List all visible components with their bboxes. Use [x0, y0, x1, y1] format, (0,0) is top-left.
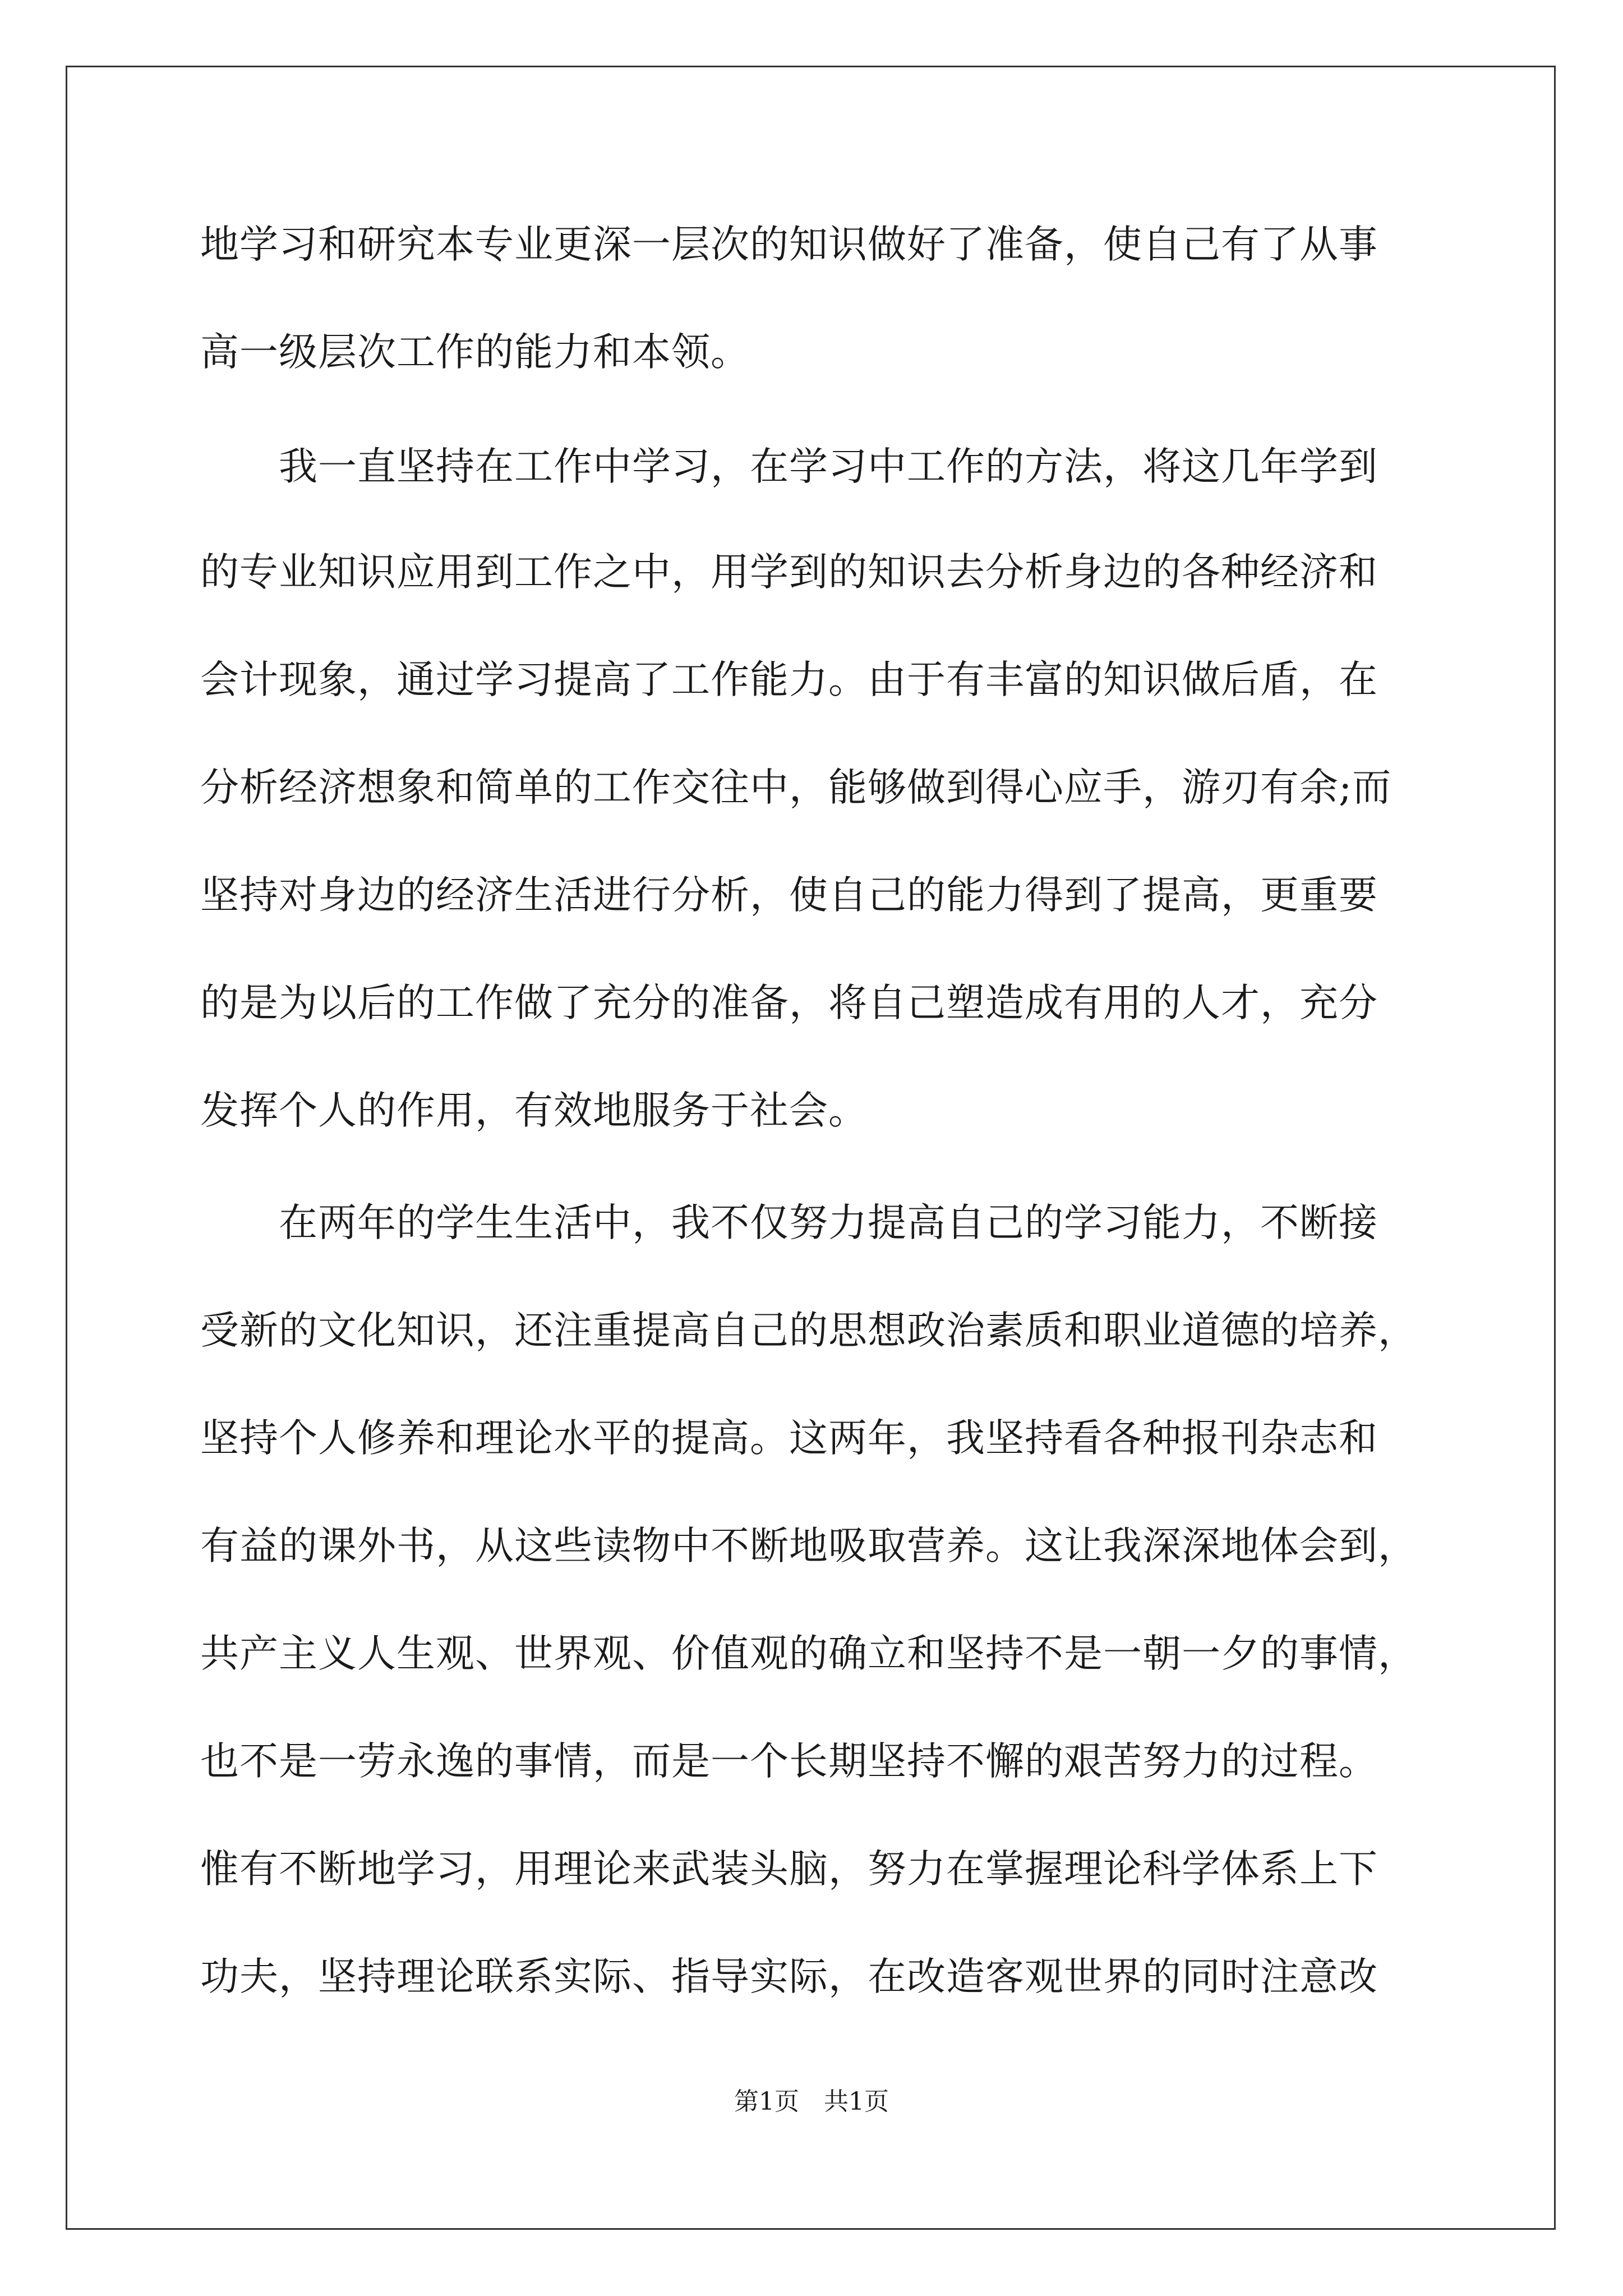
- text-line: 地学习和研究本专业更深一层次的知识做好了准备，使自己有了从事: [200, 222, 1378, 267]
- page-border: [66, 66, 1556, 2230]
- text-line: 分析经济想象和简单的工作交往中，能够做到得心应手，游刃有余;而: [200, 765, 1392, 810]
- text-line: 惟有不断地学习，用理论来武装头脑，努力在掌握理论科学体系上下: [200, 1847, 1378, 1892]
- text-line: 受新的文化知识，还注重提高自己的思想政治素质和职业道德的培养，: [200, 1308, 1417, 1353]
- text-line: 的专业知识应用到工作之中，用学到的知识去分析身边的各种经济和: [200, 550, 1378, 595]
- text-line: 也不是一劳永逸的事情，而是一个长期坚持不懈的艰苦努力的过程。: [200, 1739, 1378, 1784]
- text-line: 坚持个人修养和理论水平的提高。这两年，我坚持看各种报刊杂志和: [200, 1416, 1378, 1461]
- text-line: 会计现象，通过学习提高了工作能力。由于有丰富的知识做后盾，在: [200, 657, 1378, 702]
- text-line: 有益的课外书，从这些读物中不断地吸取营养。这让我深深地体会到，: [200, 1524, 1417, 1568]
- text-line: 发挥个人的作用，有效地服务于社会。: [200, 1088, 868, 1133]
- page-number: 第1页 共1页: [734, 2087, 889, 2116]
- text-line: 在两年的学生生活中，我不仅努力提高自己的学习能力，不断接: [200, 1200, 1378, 1245]
- text-line: 的是为以后的工作做了充分的准备，将自己塑造成有用的人才，充分: [200, 981, 1378, 1025]
- text-line: 我一直坚持在工作中学习，在学习中工作的方法，将这几年学到: [200, 444, 1378, 489]
- text-line: 功夫，坚持理论联系实际、指导实际，在改造客观世界的同时注意改: [200, 1954, 1378, 1999]
- text-line: 坚持对身边的经济生活进行分析，使自己的能力得到了提高，更重要: [200, 873, 1378, 918]
- text-line: 高一级层次工作的能力和本领。: [200, 330, 750, 375]
- text-line: 共产主义人生观、世界观、价值观的确立和坚持不是一朝一夕的事情，: [200, 1631, 1417, 1676]
